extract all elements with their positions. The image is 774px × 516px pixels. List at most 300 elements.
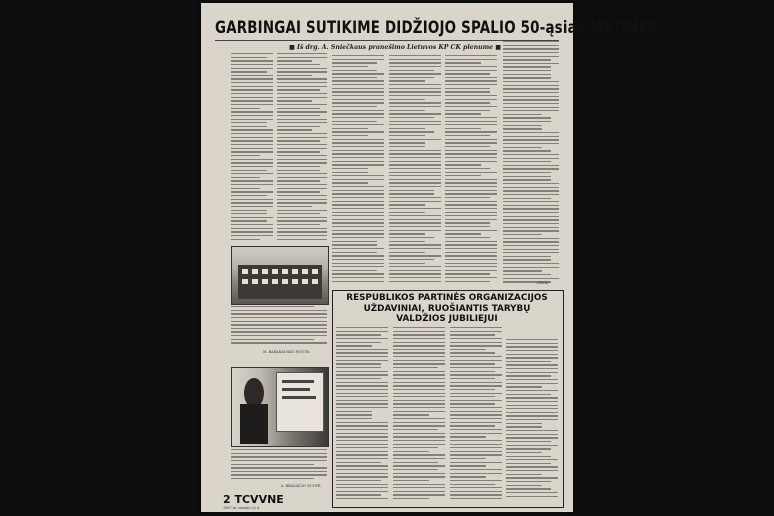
text-line [503,107,559,108]
text-line [336,342,381,343]
text-line [231,228,273,229]
text-line [336,411,372,412]
text-line [389,175,441,176]
text-line [445,55,497,56]
text-line [445,131,497,132]
text-line [231,220,267,221]
text-line [231,166,273,167]
text-line [445,212,497,213]
text-line [389,131,434,132]
text-line [503,183,559,184]
text-line [389,193,434,194]
text-line [450,345,502,346]
text-line [231,129,273,130]
text-line [445,150,497,151]
text-line [506,477,558,478]
text-line [393,327,445,328]
text-line [389,102,441,103]
text-line [332,124,384,125]
subheadline: ■ Iš drg. A. Sniečkaus pranešimo Lietuvos KP CK plenume ■ [289,44,502,51]
text-line [393,480,429,481]
text-line [336,484,388,485]
photo2-credit: A. BRAZAIČIO NUOTR. [281,484,322,488]
text-line [231,328,327,329]
text-line [450,342,502,343]
text-line [389,201,441,202]
text-line [389,99,425,100]
text-line [445,233,481,234]
text-line [231,478,314,479]
text-line [503,179,551,180]
text-line [231,140,273,141]
text-line [450,327,502,328]
text-line [231,460,327,461]
text-line [389,237,434,238]
text-line [445,142,497,143]
text-line [450,436,486,437]
text-line [231,331,327,332]
text-line [445,208,497,209]
text-line [231,108,260,109]
text-line [332,139,384,140]
text-line [445,66,497,67]
text-line [503,150,551,151]
text-line [332,186,384,187]
text-line [336,345,372,346]
text-line [450,473,502,474]
text-line [393,444,445,445]
text-line [445,190,497,191]
text-line [231,68,273,69]
text-line [336,494,381,495]
text-line [503,132,559,133]
text-line [503,143,559,144]
text-line [332,128,368,129]
text-line [445,186,497,187]
text-line [277,108,320,109]
text-line [277,199,327,200]
text-line [332,219,384,220]
text-line [393,451,429,452]
text-line [506,401,558,402]
text-line [336,440,388,441]
text-line [332,190,384,191]
text-line [450,403,495,404]
text-line [231,235,273,236]
text-line [506,470,558,471]
text-line [450,338,502,339]
text-line [277,184,327,185]
text-line [506,437,558,438]
boxed-headline-line-2: UŽDAVINIAI, RUOŠIANTIS TARYBŲ [363,303,531,314]
text-line [336,425,388,426]
article-column-5 [445,55,497,284]
text-line [445,266,497,267]
text-line [389,259,434,260]
text-line [503,125,542,126]
text-line [336,371,388,372]
text-line [445,244,497,245]
text-line [332,193,384,194]
text-line [445,88,490,89]
text-line [506,459,558,460]
footer-date: 1967 m. vasario 22 d. [223,506,261,510]
text-line [336,491,388,492]
text-line [231,104,273,105]
text-line [506,415,558,416]
text-line [389,230,441,231]
text-line [393,403,445,404]
text-line [231,162,273,163]
text-line [450,407,502,408]
text-line [277,137,327,138]
text-line [336,374,388,375]
text-line [336,385,388,386]
text-line [503,223,559,224]
text-line [277,224,320,225]
text-line [506,346,558,347]
text-line [336,498,388,499]
text-line [336,469,388,470]
signature: (ELTA) [537,281,549,285]
text-line [450,360,502,361]
text-line [506,405,558,406]
text-line [277,100,312,101]
text-line [506,368,558,369]
text-line [231,474,327,475]
text-line [506,423,542,424]
text-line [389,91,441,92]
text-line [450,400,502,401]
text-line [332,157,384,158]
text-line [450,476,486,477]
text-line [503,92,559,93]
text-line [332,150,384,151]
text-line [332,55,384,56]
text-line [336,403,388,404]
text-line [277,144,327,145]
text-line [277,104,327,105]
text-line [503,128,542,129]
text-line [336,389,388,390]
text-line [277,53,327,54]
text-line [503,234,542,235]
text-line [445,146,490,147]
text-line [503,136,559,137]
text-line [450,385,502,386]
text-line [336,447,388,448]
text-line [393,338,445,339]
text-line [231,78,273,79]
text-line [445,80,497,81]
text-line [231,144,273,145]
text-line [503,66,551,67]
text-line [277,188,327,189]
text-line [450,444,502,445]
text-line [506,379,558,380]
text-line [450,491,502,492]
text-line [231,202,273,203]
text-line [389,204,425,205]
text-line [231,119,273,120]
text-line [336,400,388,401]
text-line [506,361,551,362]
text-line [393,400,445,401]
text-line [503,263,559,264]
text-line [332,121,377,122]
text-line [506,350,558,351]
text-line [393,385,445,386]
text-line [277,97,327,98]
text-line [393,334,445,335]
text-line [393,378,445,379]
text-line [231,199,273,200]
text-line [503,117,551,118]
text-line [277,206,312,207]
text-line [393,389,445,390]
text-line [445,139,497,140]
text-line [445,168,490,169]
text-line [506,492,558,493]
text-line [393,407,445,408]
text-line [231,60,273,61]
text-line [393,484,445,485]
text-line [332,59,384,60]
text-line [445,106,497,107]
text-line [503,194,559,195]
text-line [393,349,445,350]
text-line [389,226,441,227]
text-line [445,248,497,249]
text-line [450,494,502,495]
text-line [393,345,445,346]
text-line [450,367,502,368]
text-line [332,270,377,271]
text-line [450,462,502,463]
text-line [393,422,445,423]
text-line [231,191,273,192]
text-line [277,68,327,69]
text-line [503,245,559,246]
text-line [277,60,312,61]
text-line [231,321,327,322]
text-line [277,191,320,192]
text-line [336,458,388,459]
text-line [506,445,558,446]
text-line [450,451,502,452]
text-line [389,124,441,125]
text-line [393,447,438,448]
text-line [503,77,551,78]
text-line [332,273,384,274]
text-line [450,411,502,412]
text-line [231,180,273,181]
text-line [445,135,490,136]
text-line [231,97,273,98]
text-line [231,310,327,311]
text-line [336,396,388,397]
text-line [277,162,327,163]
text-line [445,124,497,125]
text-line [332,212,384,213]
text-line [332,252,377,253]
text-line [332,95,384,96]
text-line [445,121,497,122]
text-line [506,448,551,449]
text-line [450,418,502,419]
text-line [277,173,327,174]
boxed-article-headline [335,293,559,325]
text-line [336,378,381,379]
text-line [445,172,497,173]
text-line [503,168,559,169]
text-line [332,244,377,245]
text-line [445,99,497,100]
text-line [231,217,273,218]
text-line [503,212,559,213]
text-line [332,161,384,162]
building-photo [231,246,329,305]
text-line [231,64,273,65]
text-line [336,487,388,488]
text-line [506,481,551,482]
text-line [506,452,542,453]
text-line [393,491,445,492]
text-line [503,81,559,82]
text-line [389,186,441,187]
text-line [231,449,327,450]
text-line [393,382,445,383]
text-line [506,496,558,497]
text-line [336,363,381,364]
text-line [277,82,327,83]
text-line [503,216,559,217]
text-line [393,367,438,368]
text-line [450,396,495,397]
article-column-2 [277,53,327,242]
text-line [445,179,497,180]
text-line [389,270,441,271]
text-line [389,62,441,63]
text-line [445,164,481,165]
text-line [336,473,388,474]
text-line [277,195,327,196]
text-line [506,397,558,398]
text-line [277,235,327,236]
text-line [231,464,314,465]
text-line [389,182,441,183]
newspaper-page [201,3,658,512]
text-line [277,75,312,76]
text-line [389,244,441,245]
text-line [231,173,273,174]
text-line [445,70,497,71]
text-line [503,96,559,97]
text-line [450,465,486,466]
text-line [389,135,425,136]
text-line [450,422,502,423]
text-line [231,122,267,123]
text-line [336,360,388,361]
text-line [506,343,558,344]
text-line [450,447,502,448]
article-column-4 [389,55,441,284]
text-line [332,222,384,223]
text-line [389,84,441,85]
text-line [336,367,381,368]
text-line [506,426,542,427]
text-line [450,363,495,364]
text-line [450,334,495,335]
text-line [445,226,490,227]
text-line [393,429,438,430]
text-line [389,88,441,89]
text-line [231,115,273,116]
text-line [503,99,559,100]
text-line [277,133,327,134]
text-line [506,430,558,431]
text-line [389,77,434,78]
text-line [506,408,558,409]
text-line [393,440,445,441]
text-line [389,113,441,114]
text-line [332,208,384,209]
text-line [445,153,497,154]
text-line [445,204,497,205]
text-line [450,374,502,375]
text-line [231,317,327,318]
text-line [393,469,438,470]
text-line [332,113,384,114]
text-line [231,53,273,54]
text-line [231,82,273,83]
text-line [445,230,497,231]
text-line [332,215,384,216]
text-line [231,467,327,468]
text-line [445,117,497,118]
text-line [389,59,441,60]
text-line [277,129,312,130]
text-line [450,378,495,379]
text-line [503,165,559,166]
text-line [336,349,388,350]
text-line [231,170,267,171]
text-line [332,77,377,78]
text-line [389,146,425,147]
text-line [450,349,486,350]
text-line [450,487,502,488]
text-line [450,440,502,441]
text-line [336,454,388,455]
text-line [503,103,559,104]
text-line [332,131,384,132]
text-line [231,213,267,214]
text-line [336,352,388,353]
text-line [445,161,497,162]
text-line [389,277,441,278]
text-line [231,155,260,156]
text-line [231,137,273,138]
text-line [506,375,551,376]
text-line [332,237,384,238]
text-line [503,278,559,279]
text-line [503,190,559,191]
text-line [231,339,314,340]
text-line [506,339,558,340]
text-line [389,80,425,81]
text-line [393,393,445,394]
text-line [389,73,441,74]
